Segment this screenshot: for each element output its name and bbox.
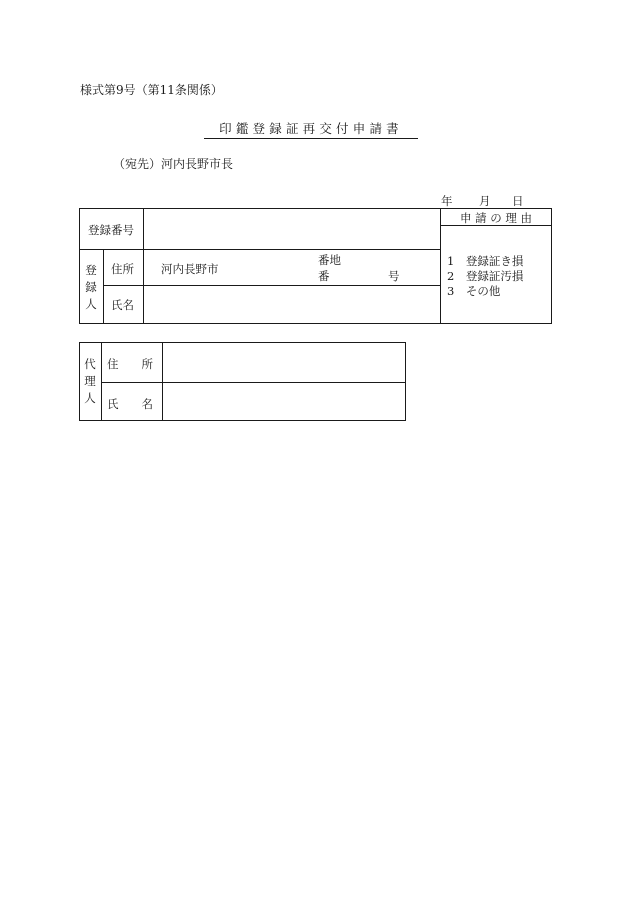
registrant-label — [79, 256, 103, 318]
registrant-label-char: 録 — [85, 279, 97, 294]
reason-option[interactable]: 1 登録証き損 — [447, 254, 524, 268]
registration-number-field[interactable] — [145, 210, 438, 248]
address-label: 住所 — [111, 262, 134, 276]
date-year-label: 年 — [441, 194, 453, 208]
registrant-label-char: 人 — [85, 296, 97, 311]
page-title: 印鑑登録証再交付申請書 — [204, 119, 418, 139]
agent-address-field[interactable] — [164, 344, 404, 380]
agent-label — [79, 354, 101, 409]
name-field[interactable] — [145, 287, 438, 322]
reason-option[interactable]: 3 その他 — [447, 284, 501, 298]
ban-label: 番 — [318, 269, 330, 283]
form-number: 様式第9号（第11条関係） — [80, 83, 223, 97]
reason-option[interactable]: 2 登録証汚損 — [447, 269, 524, 283]
agent-name-field[interactable] — [164, 384, 404, 419]
banchi-label: 番地 — [318, 253, 341, 267]
date-month-label: 月 — [479, 194, 491, 208]
address-field[interactable] — [215, 251, 311, 283]
agent-label-char: 人 — [84, 391, 96, 405]
agent-label-char: 代 — [84, 357, 96, 371]
address-city: 河内長野市 — [161, 262, 219, 276]
reason-header: 申 請 の 理 由 — [459, 211, 533, 225]
agent-address-label: 住 所 — [107, 357, 153, 371]
go-label: 号 — [388, 269, 400, 283]
addressee: （宛先）河内長野市長 — [113, 157, 234, 171]
registrant-column-divider — [103, 249, 104, 324]
registrant-label-char: 登 — [85, 262, 97, 277]
row-divider-2 — [103, 285, 441, 286]
date-day-label: 日 — [512, 194, 524, 208]
name-label: 氏名 — [111, 298, 134, 312]
agent-name-label: 氏 名 — [107, 397, 153, 411]
label-column-divider — [143, 208, 144, 324]
agent-row-divider — [101, 382, 406, 383]
row-divider-1 — [79, 249, 441, 250]
agent-label-char: 理 — [84, 374, 96, 388]
registration-number-label: 登録番号 — [88, 223, 134, 237]
